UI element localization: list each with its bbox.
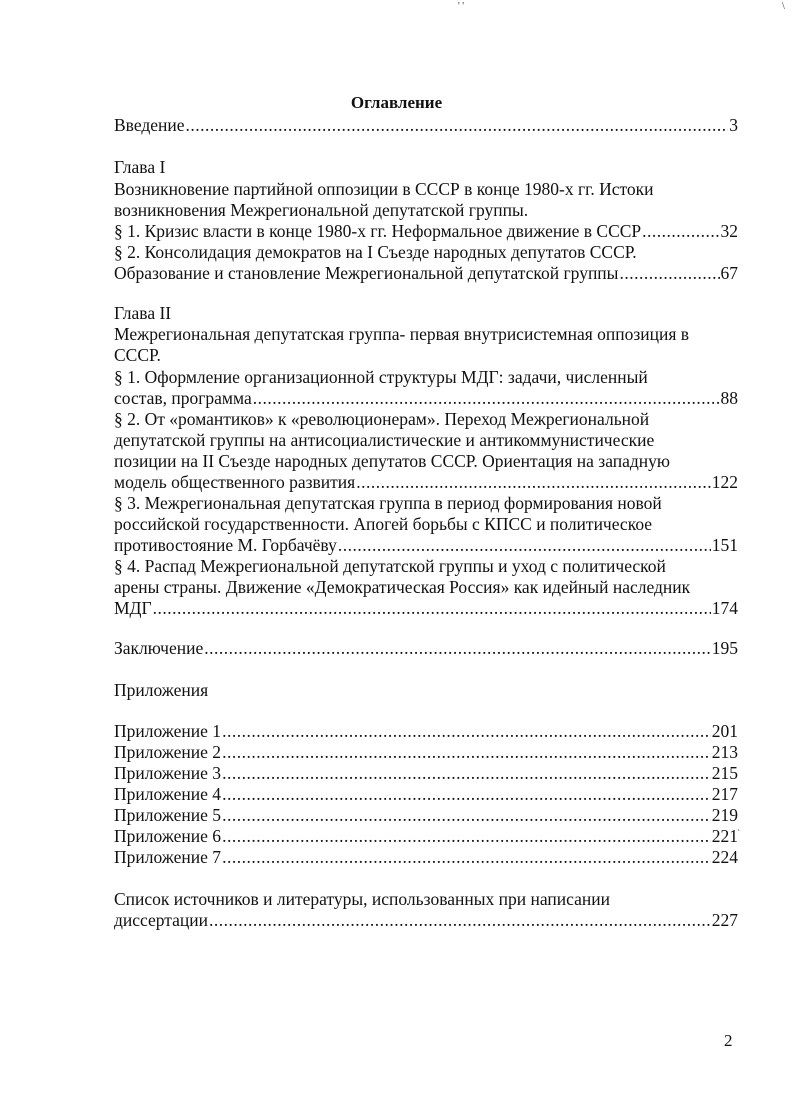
toc-entry-appendix-5[interactable]	[114, 804, 738, 826]
toc-entry-label: Приложение 2	[114, 742, 222, 762]
chapter-2-subtitle-line-2: СССР.	[114, 345, 161, 365]
dot-leader	[222, 783, 711, 805]
toc-entry-label: Приложение 1	[114, 721, 222, 741]
appendices-heading: Приложения	[114, 680, 209, 700]
dot-leader	[642, 220, 719, 242]
dot-leader	[222, 762, 711, 784]
toc-entry-page: 215	[711, 763, 738, 783]
chapter-2-title: Глава II	[114, 303, 172, 323]
toc-entry-label: модель общественного развития	[114, 472, 356, 492]
dot-leader	[209, 909, 711, 931]
dot-leader	[222, 741, 711, 763]
toc-entry-appendix-6[interactable]	[114, 825, 741, 847]
toc-entry-ch2-s3-line-1: § 3. Межрегиональная депутатская группа в период формирования новой	[114, 493, 662, 513]
toc-entry-page: 174	[711, 598, 738, 618]
chapter-1-subtitle-line-2: возникновения Межрегиональной депутатской группы.	[114, 200, 529, 220]
dot-leader	[222, 720, 711, 742]
toc-entry-page: 195	[711, 638, 738, 658]
toc-entry-appendix-3[interactable]	[114, 762, 738, 784]
toc-entry-ch2-s3-line-2: российской государственности. Апогей борьбы с КПСС и политическое	[114, 514, 653, 534]
toc-entry-label: состав, программа	[114, 388, 252, 408]
dot-leader	[222, 804, 711, 826]
scan-speck: ' '	[458, 1, 465, 12]
toc-entry-ch2-s4[interactable]	[114, 597, 738, 619]
toc-entry-ch2-s2-line-2: депутатской группы на антисоциалистические и антикоммунистические	[114, 430, 655, 450]
toc-entry-ch1-s1[interactable]	[114, 220, 738, 242]
toc-entry-appendix-7[interactable]	[114, 846, 738, 868]
dot-leader	[253, 387, 720, 409]
toc-entry-label: Приложение 3	[114, 763, 222, 783]
toc-entry-ch2-s2-line-1: § 2. От «романтиков» к «революционерам». Переход Межрегиональной	[114, 409, 650, 429]
toc-entry-label: § 1. Кризис власти в конце 1980-х гг. Неформальное движение в СССР	[114, 221, 642, 241]
toc-entry-label: МДГ	[114, 598, 152, 618]
toc-entry-label: противостояние М. Горбачёву	[114, 535, 337, 555]
toc-entry-label: Приложение 7	[114, 847, 222, 867]
toc-entry-ch2-s4-line-1: § 4. Распад Межрегиональной депутатской группы и уход с политической	[114, 556, 666, 576]
toc-entry-appendix-4[interactable]	[114, 783, 738, 805]
toc-entry-page: 201	[711, 721, 738, 741]
toc-entry-appendix-1[interactable]	[114, 720, 738, 742]
dot-leader	[338, 534, 711, 556]
toc-entry-ch2-s2-line-3: позиции на II Съезде народных депутатов СССР. Ориентация на западную	[114, 451, 670, 471]
dot-leader	[222, 846, 711, 868]
page-number: 2	[724, 1031, 733, 1050]
toc-entry-label: Образование и становление Межрегиональной депутатской группы	[114, 263, 619, 283]
toc-entry-ch2-s3[interactable]	[114, 534, 738, 556]
dot-leader	[619, 262, 719, 284]
toc-entry-ch1-s2[interactable]	[114, 262, 738, 284]
toc-entry-page: 32	[720, 221, 738, 241]
dot-leader	[153, 597, 711, 619]
toc-entry-page: 67	[720, 263, 738, 283]
dot-leader	[222, 825, 711, 847]
toc-entry-ch2-s1[interactable]	[114, 387, 738, 409]
chapter-2-subtitle-line-1: Межрегиональная депутатская группа- первая внутрисистемная оппозиция в	[114, 324, 690, 344]
toc-entry-appendix-2[interactable]	[114, 741, 738, 763]
chapter-1-subtitle-line-1: Возникновение партийной оппозиции в СССР в конце 1980-х гг. Истоки	[114, 179, 654, 199]
scan-speck: `	[737, 829, 741, 840]
toc-entry-ch2-s1-line-1: § 1. Оформление организационной структуры МДГ: задачи, численный	[114, 367, 648, 387]
toc-entry-ch2-s4-line-2: арены страны. Движение «Демократическая Россия» как идейный наследник	[114, 577, 691, 597]
toc-entry-label: Заключение	[114, 638, 204, 658]
toc-entry-label: диссертации	[114, 910, 209, 930]
toc-entry-ch2-s2[interactable]	[114, 471, 738, 493]
toc-entry-page: 213	[711, 742, 738, 762]
chapter-1-title: Глава I	[114, 157, 166, 177]
toc-heading: Оглавление	[350, 93, 443, 112]
toc-entry-label: Приложение 4	[114, 784, 222, 804]
scan-speck: \	[782, 1, 785, 12]
toc-entry-page: 122	[711, 472, 738, 492]
toc-entry-page: 3	[729, 115, 738, 135]
toc-entry-page: 224	[711, 847, 738, 867]
toc-entry-page: 88	[720, 388, 738, 408]
dot-leader	[204, 637, 711, 659]
dot-leader	[356, 471, 711, 493]
toc-entry-label: Приложение 5	[114, 805, 222, 825]
toc-entry-label: Введение	[114, 115, 185, 135]
toc-entry-page: 217	[711, 784, 738, 804]
toc-entry-ch1-s2-line-1: § 2. Консолидация демократов на I Съезде народных депутатов СССР.	[114, 242, 637, 262]
dot-leader	[186, 114, 729, 136]
toc-entry-page: 227	[711, 910, 738, 930]
toc-entry-intro[interactable]	[114, 114, 738, 136]
toc-entry-page: 221	[711, 826, 738, 846]
toc-entry-sources[interactable]	[114, 909, 738, 931]
toc-entry-page: 219	[711, 805, 738, 825]
toc-entry-sources-line-1: Список источников и литературы, использованных при написании	[114, 889, 610, 909]
toc-entry-label: Приложение 6	[114, 826, 222, 846]
toc-entry-page: 151	[711, 535, 738, 555]
toc-entry-conclusion[interactable]	[114, 637, 738, 659]
